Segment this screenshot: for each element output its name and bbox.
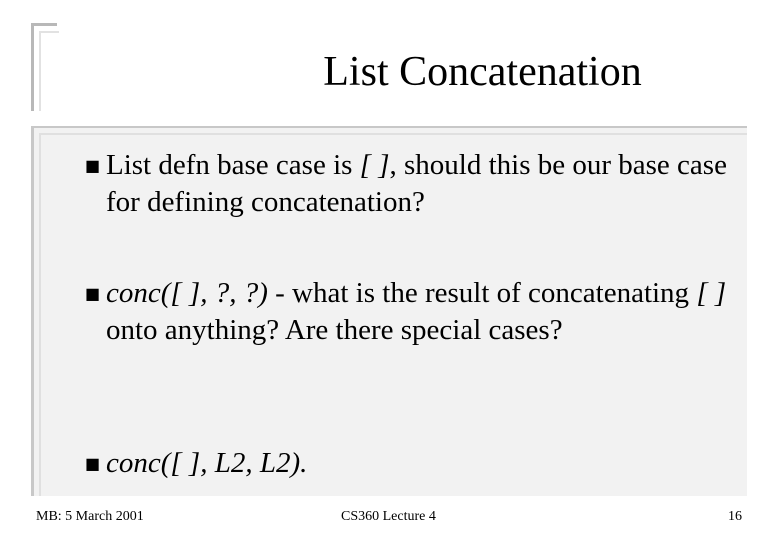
bullet-text-run: , should this be our base case for defining concatenation? [106,149,727,218]
bullet-marker-icon: ■ [85,156,101,175]
bullet-text-run: List defn base case is [106,149,360,181]
bullet-marker-icon: ■ [85,454,101,473]
bullet-1-text [106,147,745,221]
bullet-text-run: - what is the result of concatenating [267,277,697,309]
bullet-marker-icon: ■ [85,284,101,303]
slide-title: List Concatenation [323,49,642,95]
bullet-text-run: onto anything? Are there special cases? [106,314,563,346]
bullet-text-run: conc([ ], ?, ?) [106,277,268,309]
title-decoration [31,23,57,111]
bullet-3-text [106,445,745,482]
bullet-text-run: [ ] [696,277,727,309]
bullet-text-run: conc([ ], L2, L2). [106,447,308,479]
bullet-1 [85,147,745,221]
footer-course: CS360 Lecture 4 [341,509,436,524]
bullet-3 [85,445,745,482]
bullet-text-run: [ ] [359,149,390,181]
footer-author-date: MB: 5 March 2001 [36,509,144,524]
bullet-2 [85,275,745,349]
footer-page-number: 16 [728,509,742,524]
bullet-2-text [106,275,745,349]
